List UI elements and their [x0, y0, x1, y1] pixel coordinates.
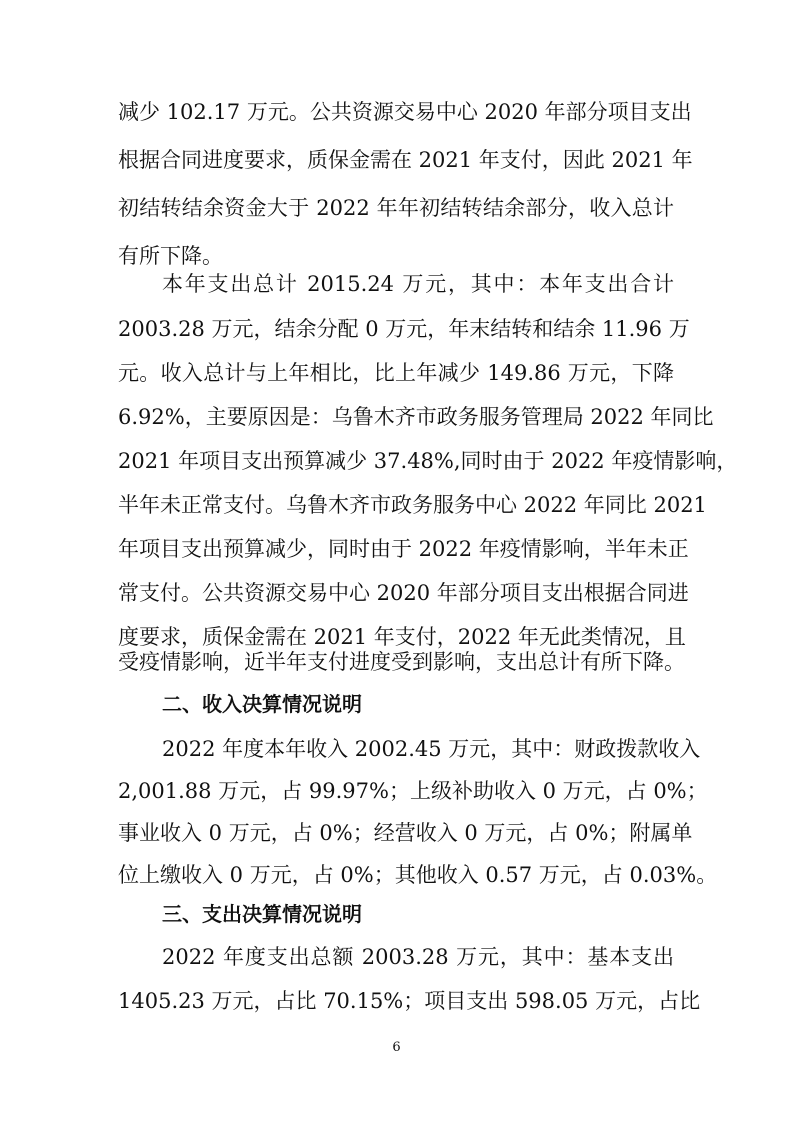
section-2-line-3: 事业收入 0 万元，占 0%；经营收入 0 万元，占 0%；附属单: [118, 821, 693, 845]
paragraph-2-line-2: 2003.28 万元，结余分配 0 万元，年末结转和结余 11.96 万: [118, 317, 690, 341]
paragraph-1-line-3: 初结转结余资金大于 2022 年年初结转结余部分，收入总计: [118, 196, 674, 220]
page-number: 6: [392, 1040, 401, 1055]
section-2-line-4: 位上缴收入 0 万元，占 0%；其他收入 0.57 万元，占 0.03%。: [118, 863, 718, 887]
section-2-line-2: 2,001.88 万元，占 99.97%；上级补助收入 0 万元，占 0%；: [118, 779, 708, 803]
section-heading-income: 二、收入决算情况说明: [162, 692, 362, 716]
paragraph-2-line-8: 常支付。公共资源交易中心 2020 年部分项目支出根据合同进: [118, 581, 689, 605]
section-2-line-1: 2022 年度本年收入 2002.45 万元，其中：财政拨款收入: [162, 737, 701, 761]
paragraph-2-line-6: 半年未正常支付。乌鲁木齐市政务服务中心 2022 年同比 2021: [118, 493, 707, 517]
section-3-line-1: 2022 年度支出总额 2003.28 万元，其中：基本支出: [162, 945, 674, 969]
paragraph-1-line-2: 根据合同进度要求，质保金需在 2021 年支付，因此 2021 年: [118, 148, 693, 172]
section-heading-expenditure: 三、支出决算情况说明: [162, 902, 362, 926]
paragraph-2-line-9: 度要求，质保金需在 2021 年支付，2022 年无此类情况，且: [118, 625, 686, 649]
paragraph-2-line-1: 本年支出总计 2015.24 万元，其中：本年支出合计: [162, 272, 674, 296]
section-3-line-2: 1405.23 万元，占比 70.15%；项目支出 598.05 万元，占比: [118, 989, 701, 1013]
paragraph-1-line-1: 减少 102.17 万元。公共资源交易中心 2020 年部分项目支出: [118, 100, 692, 124]
paragraph-2-line-10: 受疫情影响，近半年支付进度受到影响，支出总计有所下降。: [118, 650, 685, 674]
paragraph-2-line-7: 年项目支出预算减少，同时由于 2022 年疫情影响，半年未正: [118, 537, 689, 561]
paragraph-2-line-5: 2021 年项目支出预算减少 37.48%,同时由于 2022 年疫情影响，: [118, 449, 738, 473]
paragraph-2-line-4: 6.92%，主要原因是：乌鲁木齐市政务服务管理局 2022 年同比: [118, 405, 714, 429]
paragraph-2-line-3: 元。收入总计与上年相比，比上年减少 149.86 万元，下降: [118, 361, 674, 385]
paragraph-1-line-4: 有所下降。: [118, 244, 223, 268]
